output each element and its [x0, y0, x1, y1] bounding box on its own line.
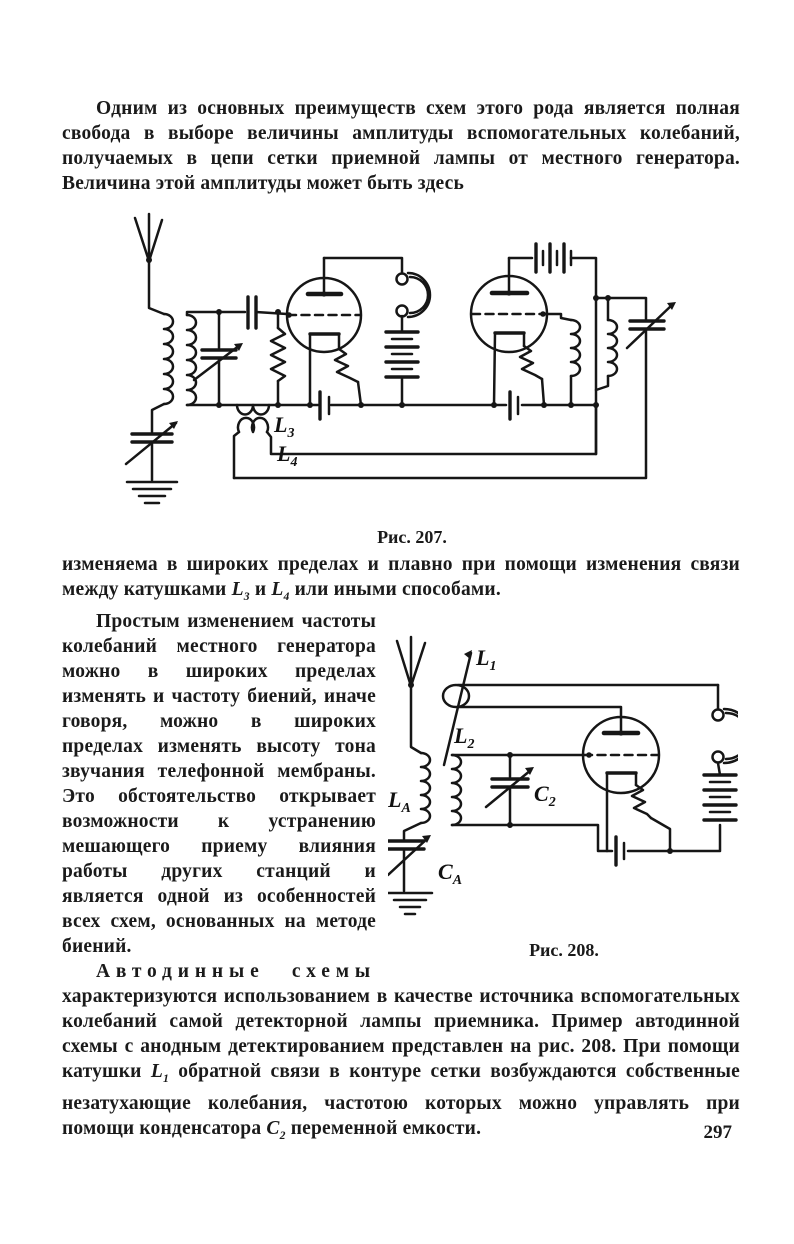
circuit-diagram-208	[388, 635, 738, 923]
wire-bus	[452, 825, 720, 851]
tube-symbol-detector	[286, 258, 361, 405]
wire	[187, 312, 287, 315]
wire	[324, 258, 402, 272]
coil-L2	[452, 755, 461, 825]
battery-symbol-grid-bias	[510, 392, 518, 419]
tuning-variable-capacitor	[194, 312, 243, 405]
label-Ca: $C_A$	[438, 858, 463, 888]
paragraph-1: Одним из основных преимуществ схем этого рода является полная свобода в выборе величины амплитуды вспомогательных колебаний, получаемых в цепи сетки приемной лампы от местного генератора. Величина этой амплитуды может быть здесь	[62, 98, 740, 194]
ground-symbol	[127, 482, 177, 503]
page-number: 297	[703, 1122, 732, 1143]
battery-symbol-anode	[704, 763, 736, 820]
figure-207	[82, 208, 742, 550]
variable-capacitor-Ca	[388, 835, 431, 891]
battery-symbol-anode	[386, 316, 418, 405]
ground-symbol	[388, 893, 432, 914]
battery-symbol-filament	[616, 837, 624, 865]
transformer-coils	[164, 314, 196, 405]
figure-208-caption: Рис. 208.	[529, 939, 599, 960]
wrap-section	[62, 609, 740, 1148]
variable-capacitor-oscillator	[627, 302, 676, 348]
label-L3: $L_3$	[274, 412, 295, 441]
antenna-symbol	[397, 637, 425, 753]
tube-symbol-oscillator	[471, 258, 547, 405]
label-La: $L_A$	[388, 786, 411, 816]
oscillator-coils	[543, 298, 646, 405]
figure-207-caption: Рис. 207.	[377, 527, 447, 547]
headphones-symbol	[713, 685, 739, 763]
paragraph-4: Автодинные схемы характеризуются использованием в качестве источника вспомогательных колебаний самой детекторной лампы приемника. Пример автодинной схемы с анодным детектированием представлен на рис. 208. При помощи катушки $L_1$ обратной связи в контуре сетки возбуждаются собственные незатухающие колебания, частотою которых можно управлять при помощи конденсатора $C_2$ переменной емкости.	[62, 960, 740, 1142]
variable-L1: $L_1$	[150, 1060, 170, 1085]
autodyne-heading: Автодинные схемы	[96, 960, 376, 982]
antenna-symbol	[135, 214, 164, 314]
label-C2: $C_2$	[534, 780, 556, 810]
paragraph-2-text: изменяема в широких пределах и плавно при помощи изменения связи между катушками	[62, 554, 740, 600]
variable-L3: $L_3$	[231, 579, 250, 603]
variable-capacitor-C2	[486, 755, 534, 825]
wire	[152, 404, 164, 432]
paragraph-2: изменяема в широких пределах и плавно при помощи изменения связи между катушками $L_3$ и $L_4$ или иными способами.	[62, 554, 740, 603]
grid-capacitor	[248, 297, 256, 328]
label-L4: $L_4$	[277, 441, 298, 470]
label-L1: $L_1$	[476, 644, 497, 674]
label-L2: $L_2$	[454, 722, 475, 752]
circuit-diagram-207	[82, 208, 742, 516]
junction-dots	[216, 290, 611, 408]
battery-symbol-filament	[320, 392, 329, 419]
grid-leak-resistor	[271, 312, 285, 405]
junction-dots	[507, 730, 673, 854]
figure-208	[388, 635, 740, 963]
variable-C2: $C_2$	[266, 1117, 286, 1142]
paragraph-3: Простым изменением частоты колебаний местного генератора можно в широких пределах изменять и частоту биений, иначе говоря, можно в широких пределах изменять высоту тона звучания телефонной мембраны. Это обстоятельство открывает возможности к устранению мешающего приему влияния работы других станций и является одной из особенностей всех схем, основанных на методе биений.	[62, 610, 376, 957]
coil-L3	[237, 405, 269, 415]
coil-La	[404, 753, 430, 839]
variable-L4: $L_4$	[271, 579, 290, 603]
headphones-symbol	[397, 273, 430, 317]
tube-symbol	[583, 717, 670, 851]
